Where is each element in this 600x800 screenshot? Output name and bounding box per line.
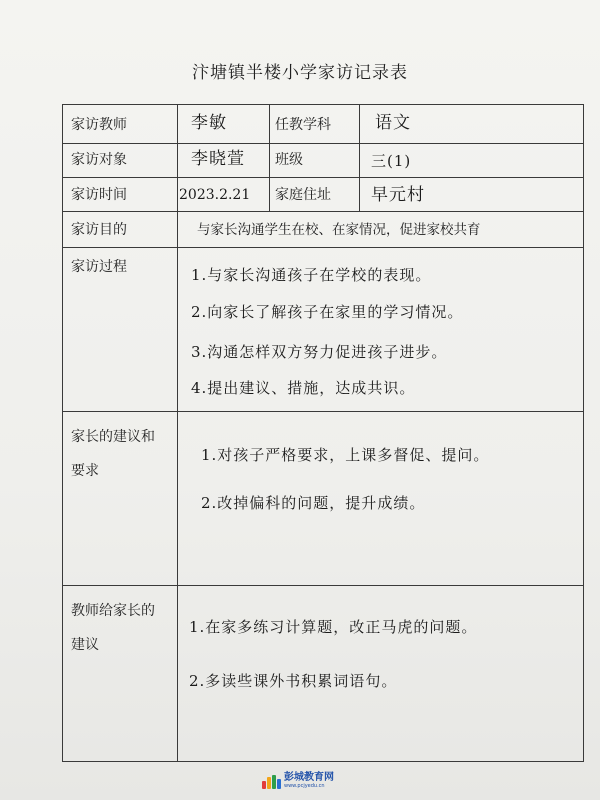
value-time: 2023.2.21 xyxy=(179,187,251,203)
label-target: 家访对象 xyxy=(71,152,127,168)
parent-item-2: 2.改掉偏科的问题，提升成绩。 xyxy=(201,494,426,512)
label-teacher-advice-line2: 建议 xyxy=(71,637,99,653)
column-divider xyxy=(269,105,270,211)
row-divider xyxy=(63,247,583,248)
row-divider xyxy=(63,143,583,144)
teacher-item-2: 2.多读些课外书积累词语句。 xyxy=(189,672,398,690)
value-teacher: 李敏 xyxy=(191,113,227,133)
watermark-url: www.pcjyedu.cn xyxy=(284,783,325,789)
watermark-name: 彭城教育网 xyxy=(284,772,334,783)
watermark-logo-icon xyxy=(262,773,280,789)
process-item-2: 2.向家长了解孩子在家里的学习情况。 xyxy=(191,303,464,321)
label-class: 班级 xyxy=(275,152,303,168)
page-title: 汴塘镇半楼小学家访记录表 xyxy=(192,63,408,83)
parent-item-1: 1.对孩子严格要求，上课多督促、提问。 xyxy=(201,446,490,464)
value-subject: 语文 xyxy=(375,113,411,133)
row-divider xyxy=(63,411,583,412)
value-purpose: 与家长沟通学生在校、在家情况，促进家校共育 xyxy=(197,222,481,238)
value-address: 早元村 xyxy=(371,185,425,205)
value-class: 三(1) xyxy=(371,152,412,170)
record-table xyxy=(62,104,584,762)
label-subject: 任教学科 xyxy=(275,117,331,133)
value-target: 李晓萱 xyxy=(191,149,245,169)
label-parent-advice-line2: 要求 xyxy=(71,463,99,479)
label-address: 家庭住址 xyxy=(275,187,331,203)
process-item-3: 3.沟通怎样双方努力促进孩子进步。 xyxy=(191,343,448,361)
teacher-item-1: 1.在家多练习计算题，改正马虎的问题。 xyxy=(189,618,478,636)
column-divider xyxy=(177,105,178,761)
label-teacher: 家访教师 xyxy=(71,117,127,133)
label-purpose: 家访目的 xyxy=(71,222,127,238)
label-process: 家访过程 xyxy=(71,259,127,275)
column-divider xyxy=(359,105,360,211)
watermark xyxy=(262,770,362,792)
row-divider xyxy=(63,585,583,586)
row-divider xyxy=(63,177,583,178)
label-parent-advice-line1: 家长的建议和 xyxy=(71,429,155,445)
process-item-4: 4.提出建议、措施，达成共识。 xyxy=(191,379,416,397)
label-teacher-advice-line1: 教师给家长的 xyxy=(71,603,155,619)
row-divider xyxy=(63,211,583,212)
process-item-1: 1.与家长沟通孩子在学校的表现。 xyxy=(191,266,432,284)
label-time: 家访时间 xyxy=(71,187,127,203)
